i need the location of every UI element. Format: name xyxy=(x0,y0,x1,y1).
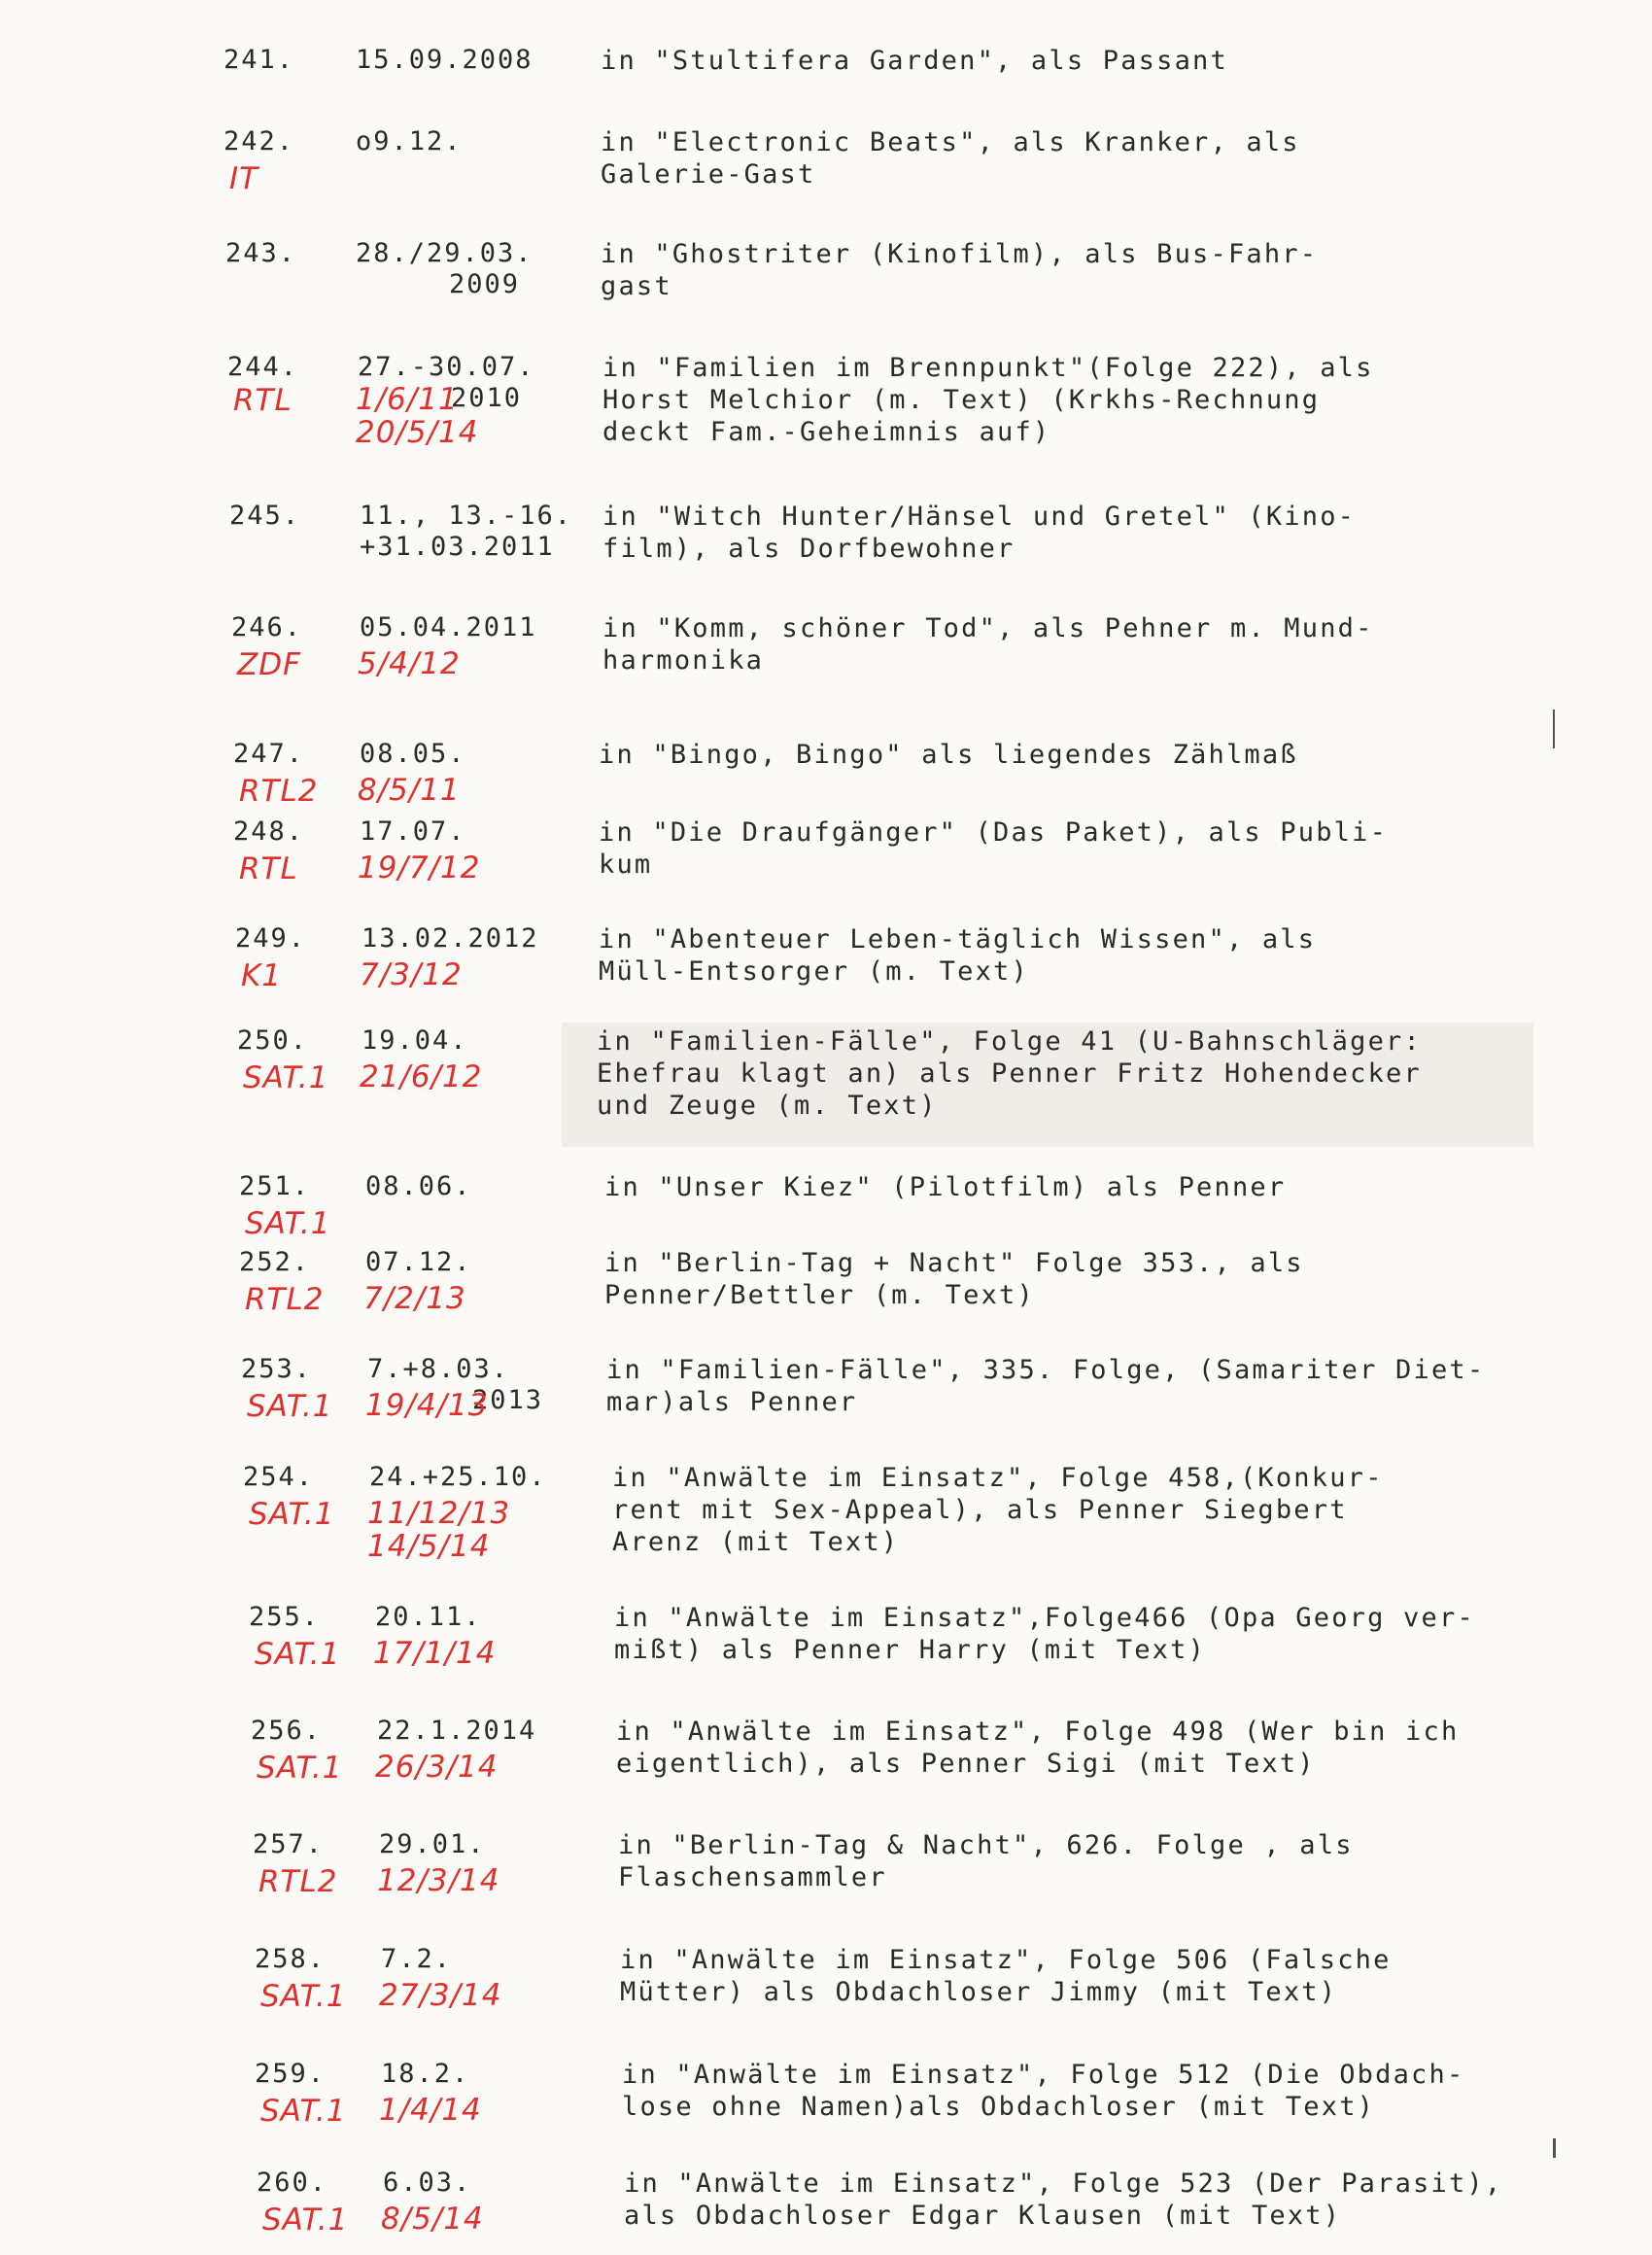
entry-description xyxy=(604,1171,1286,1203)
entry-number: 256. xyxy=(251,1716,323,1746)
broadcast-date-note xyxy=(358,647,461,680)
entry-date xyxy=(381,1944,452,1975)
entry-description-line: als Obdachloser Edgar Klausen (mit Text) xyxy=(624,2201,1342,2231)
broadcast-date-line: 21/6/12 xyxy=(360,1059,483,1094)
entry-number: 243. xyxy=(225,238,297,268)
broadcast-date-note xyxy=(367,1497,510,1563)
entry-description xyxy=(624,2168,1502,2232)
entry-number: 242. xyxy=(224,126,295,156)
broadcast-date-line: 26/3/14 xyxy=(375,1750,499,1785)
entry-description-line: Arenz (mit Text) xyxy=(612,1527,900,1557)
entry-date xyxy=(379,1829,486,1860)
broadcast-date-line: 5/4/12 xyxy=(358,646,461,681)
entry-description-line: in "Familien im Brennpunkt"(Folge 222), als xyxy=(602,353,1374,383)
entry-date xyxy=(360,739,466,770)
entry-description xyxy=(614,1602,1475,1666)
entry-date xyxy=(360,501,572,563)
broadcaster-note: SAT.1 xyxy=(260,2094,347,2129)
entry-date xyxy=(356,126,463,157)
entry-description-line: film), als Dorfbewohner xyxy=(602,534,1015,564)
entry-date-line: 22.1.2014 xyxy=(377,1716,537,1746)
entry-description-line: in "Stultifera Garden", als Passant xyxy=(601,46,1228,76)
entry-date-line: 2010 xyxy=(451,383,523,413)
broadcaster-note: SAT.1 xyxy=(262,2203,349,2238)
entry-date-line: 11., 13.-16. xyxy=(360,501,573,531)
entry-description-line: in "Anwälte im Einsatz", Folge 506 (Falsche xyxy=(620,1945,1392,1975)
entry-number: 251. xyxy=(239,1171,311,1201)
broadcaster-note: SAT.1 xyxy=(249,1497,335,1532)
entry-number: 255. xyxy=(249,1602,321,1632)
entry-date xyxy=(365,1247,472,1278)
entry-date-line: 08.06. xyxy=(365,1171,472,1201)
entry-description-line: in "Berlin-Tag + Nacht" Folge 353., als xyxy=(604,1248,1304,1278)
broadcast-date-line: 12/3/14 xyxy=(377,1863,500,1898)
entry-description-line: Müll-Entsorger (m. Text) xyxy=(599,956,1029,987)
broadcaster-note: SAT.1 xyxy=(243,1060,329,1095)
entry-number: 253. xyxy=(241,1354,313,1384)
entry-number: 247. xyxy=(233,739,305,769)
entry-date-line: 2009 xyxy=(449,269,521,299)
broadcast-date-note xyxy=(358,851,481,885)
broadcaster-note: SAT.1 xyxy=(247,1389,333,1424)
entry-description-line: in "Ghostriter (Kinofilm), als Bus-Fahr- xyxy=(601,239,1319,269)
entry-description xyxy=(612,1462,1384,1558)
entry-description-line: in "Anwälte im Einsatz", Folge 512 (Die Obdach- xyxy=(622,2060,1465,2090)
entry-description xyxy=(616,1716,1459,1780)
entry-date-line: 2013 xyxy=(472,1385,544,1415)
entry-description-line: Galerie-Gast xyxy=(601,159,816,190)
entry-description-line: in "Die Draufgänger" (Das Paket), als Publi- xyxy=(599,817,1389,848)
entry-description xyxy=(602,501,1356,565)
entry-date-line: 27.-30.07. xyxy=(358,352,535,382)
entry-description xyxy=(622,2059,1464,2123)
entry-description-line: mar)als Penner xyxy=(606,1387,858,1417)
broadcast-date-line: 7/2/13 xyxy=(363,1281,466,1316)
entry-date xyxy=(360,612,537,643)
entry-number: 241. xyxy=(224,45,295,75)
broadcast-date-line: 1/6/11 xyxy=(356,382,459,417)
broadcast-date-note xyxy=(377,1864,500,1897)
broadcast-date-note xyxy=(375,1751,499,1784)
entry-number: 259. xyxy=(255,2059,327,2089)
entry-description-line: in "Abenteuer Leben-täglich Wissen", als xyxy=(599,924,1317,954)
entry-description xyxy=(599,739,1298,771)
broadcast-date-line: 7/3/12 xyxy=(360,957,463,992)
entry-date-line: 29.01. xyxy=(379,1829,486,1859)
broadcaster-note: SAT.1 xyxy=(260,1979,347,2014)
entry-date-line: +31.03.2011 xyxy=(360,532,555,562)
broadcast-date-note xyxy=(363,1282,466,1315)
entry-number: 246. xyxy=(231,612,303,642)
broadcast-date-note xyxy=(379,1979,502,2012)
entry-date xyxy=(381,2059,469,2090)
broadcaster-note: SAT.1 xyxy=(245,1206,331,1241)
broadcaster-note: ZDF xyxy=(237,647,301,682)
entry-date-line: 24.+25.10. xyxy=(369,1462,547,1492)
margin-mark xyxy=(1553,2138,1556,2158)
entry-description-line: Ehefrau klagt an) als Penner Fritz Hohendecker xyxy=(597,1058,1422,1089)
broadcast-date-line: 11/12/13 xyxy=(367,1496,511,1531)
broadcaster-note: RTL2 xyxy=(258,1864,338,1899)
entry-description xyxy=(602,352,1374,448)
entry-number: 249. xyxy=(235,923,307,954)
entry-date-line: 7.2. xyxy=(381,1944,453,1974)
entry-description-line: lose ohne Namen)als Obdachloser (mit Text) xyxy=(622,2092,1376,2122)
entry-description-line: in "Bingo, Bingo" als liegendes Zählmaß xyxy=(599,740,1298,770)
broadcaster-note: RTL xyxy=(233,383,293,418)
entry-description-line: in "Berlin-Tag & Nacht", 626. Folge , als xyxy=(618,1830,1354,1860)
entry-date xyxy=(369,1462,547,1493)
entry-date-line: 08.05. xyxy=(360,739,466,769)
entry-date-line: 07.12. xyxy=(365,1247,472,1277)
entry-description xyxy=(601,238,1318,302)
broadcast-date-note xyxy=(360,1060,483,1093)
entry-description-line: in "Anwälte im Einsatz", Folge 458,(Konkur- xyxy=(612,1463,1384,1493)
entry-description-line: in "Familien-Fälle", 335. Folge, (Samariter Diet- xyxy=(606,1355,1486,1385)
entry-number: 258. xyxy=(255,1944,327,1974)
entry-description-line: kum xyxy=(599,850,653,880)
entry-description xyxy=(597,1025,1422,1122)
margin-mark xyxy=(1553,710,1555,748)
entry-number: 252. xyxy=(239,1247,311,1277)
broadcaster-note: K1 xyxy=(241,958,283,993)
broadcast-date-line: 17/1/14 xyxy=(373,1636,497,1671)
entry-date-line: 18.2. xyxy=(381,2059,470,2089)
entry-description xyxy=(601,126,1300,191)
entry-description xyxy=(606,1354,1485,1418)
entry-description-line: in "Witch Hunter/Hänsel und Gretel" (Kino- xyxy=(602,502,1357,532)
entry-date-line: 6.03. xyxy=(383,2168,472,2198)
broadcast-date-line: 19/7/12 xyxy=(358,850,481,885)
entry-description-line: harmonika xyxy=(602,645,765,676)
entry-date-line: 7.+8.03. xyxy=(367,1354,510,1384)
broadcaster-note: IT xyxy=(229,161,259,196)
entry-date-line: 20.11. xyxy=(375,1602,482,1632)
entry-date-line: 05.04.2011 xyxy=(360,612,537,642)
entry-description-line: in "Anwälte im Einsatz", Folge 523 (Der Parasit), xyxy=(624,2168,1503,2199)
entry-date-line: o9.12. xyxy=(356,126,463,156)
entry-date xyxy=(365,1171,472,1202)
entry-description-line: Horst Melchior (m. Text) (Krkhs-Rechnung xyxy=(602,385,1321,415)
entry-description-line: in "Unser Kiez" (Pilotfilm) als Penner xyxy=(604,1172,1287,1202)
broadcast-date-line: 8/5/11 xyxy=(358,773,461,808)
broadcast-date-note xyxy=(358,774,461,807)
entry-description-line: Flaschensammler xyxy=(618,1862,887,1892)
entry-description-line: in "Anwälte im Einsatz",Folge466 (Opa Georg ver- xyxy=(614,1603,1475,1633)
entry-number: 260. xyxy=(257,2168,328,2198)
entry-number: 248. xyxy=(233,816,305,847)
broadcast-date-note xyxy=(379,2094,482,2127)
entry-number: 254. xyxy=(243,1462,315,1492)
entry-description-line: Penner/Bettler (m. Text) xyxy=(604,1280,1035,1310)
broadcast-date-note xyxy=(365,1389,489,1422)
broadcast-date-line: 8/5/14 xyxy=(381,2202,484,2237)
entry-description xyxy=(604,1247,1304,1311)
broadcast-date-line: 1/4/14 xyxy=(379,2093,482,2128)
broadcaster-note: SAT.1 xyxy=(255,1637,341,1672)
entry-date xyxy=(361,1025,468,1057)
entry-description-line: eigentlich), als Penner Sigi (mit Text) xyxy=(616,1749,1316,1779)
entry-description-line: in "Electronic Beats", als Kranker, als xyxy=(601,127,1300,157)
broadcast-date-note xyxy=(373,1637,497,1670)
broadcast-date-line: 14/5/14 xyxy=(367,1529,491,1564)
broadcast-date-note xyxy=(360,958,463,991)
entry-description xyxy=(601,45,1228,77)
entry-date-line: 15.09.2008 xyxy=(356,45,533,75)
entry-date xyxy=(361,923,539,954)
entry-description-line: deckt Fam.-Geheimnis auf) xyxy=(602,417,1051,447)
entry-description xyxy=(620,1944,1392,2008)
broadcaster-note: RTL2 xyxy=(245,1282,325,1317)
broadcast-date-note xyxy=(356,383,479,449)
entry-date-line: 19.04. xyxy=(361,1025,468,1056)
entry-description-line: rent mit Sex-Appeal), als Penner Siegbert xyxy=(612,1495,1348,1525)
entry-date xyxy=(360,816,466,848)
entry-number: 257. xyxy=(253,1829,325,1859)
entry-date xyxy=(356,238,533,300)
broadcast-date-line: 20/5/14 xyxy=(356,415,479,450)
entry-description-line: in "Familien-Fälle", Folge 41 (U-Bahnschläger: xyxy=(597,1026,1422,1057)
entry-number: 244. xyxy=(227,352,299,382)
entry-description-line: in "Anwälte im Einsatz", Folge 498 (Wer bin ich xyxy=(616,1717,1460,1747)
entry-description-line: Mütter) als Obdachloser Jimmy (mit Text) xyxy=(620,1977,1338,2007)
entry-description-line: in "Komm, schöner Tod", als Pehner m. Mund- xyxy=(602,613,1374,643)
entry-description-line: gast xyxy=(601,271,672,301)
entry-number: 250. xyxy=(237,1025,309,1056)
entry-description-line: mißt) als Penner Harry (mit Text) xyxy=(614,1635,1207,1665)
entry-date-line: 17.07. xyxy=(360,816,466,847)
entry-description xyxy=(599,923,1316,988)
broadcast-date-line: 27/3/14 xyxy=(379,1978,502,2013)
entry-description-line: und Zeuge (m. Text) xyxy=(597,1091,938,1121)
entry-description xyxy=(618,1829,1354,1893)
entry-description xyxy=(602,612,1374,676)
broadcast-date-note xyxy=(381,2203,484,2236)
broadcaster-note: RTL xyxy=(239,851,298,886)
entry-date xyxy=(375,1602,482,1633)
entry-date-line: 28./29.03. xyxy=(356,238,533,268)
entry-number: 245. xyxy=(229,501,301,531)
entry-description xyxy=(599,816,1388,881)
broadcaster-note: RTL2 xyxy=(239,774,319,809)
broadcast-date-line: 19/4/13 xyxy=(365,1388,489,1423)
entry-date xyxy=(383,2168,471,2199)
entry-date xyxy=(377,1716,536,1747)
entry-date-line: 13.02.2012 xyxy=(361,923,539,954)
broadcaster-note: SAT.1 xyxy=(257,1751,343,1786)
entry-date xyxy=(356,45,533,76)
